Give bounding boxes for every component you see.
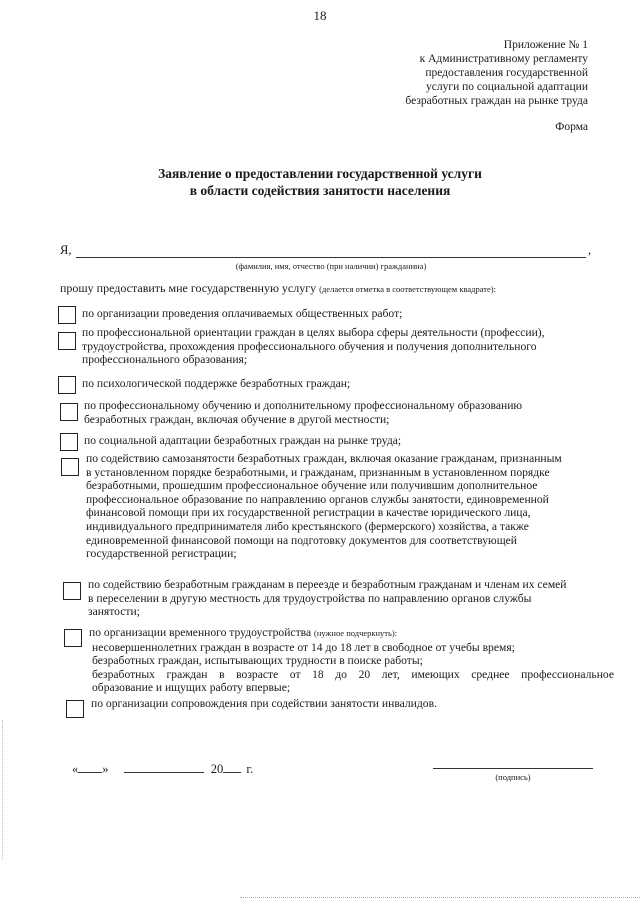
option-line: по профессиональному обучению и дополнительному профессиональному образованию xyxy=(84,399,523,412)
option-line: безработными, прошедшим профессиональное обучение или получившим дополнительное xyxy=(86,479,538,493)
checkbox-disabled-support[interactable] xyxy=(66,700,84,718)
option-temporary-employment xyxy=(89,626,614,695)
option-line: по социальной адаптации безработных граждан на рынке труда; xyxy=(84,434,402,447)
request-line xyxy=(60,281,496,296)
option-psychological-support xyxy=(82,377,612,391)
signature-field[interactable] xyxy=(433,768,593,769)
option-line: по организации проведения оплачиваемых общественных работ; xyxy=(82,307,403,320)
checkbox-professional-training[interactable] xyxy=(60,403,78,421)
option-line: индивидуального предпринимателя либо крестьянского (фермерского) хозяйства, а также xyxy=(86,519,529,533)
page-number: 18 xyxy=(313,8,327,23)
option-line: занятости; xyxy=(88,605,140,619)
option-line: трудоустройства, прохождения профессионального обучения и получения дополнительного xyxy=(82,339,537,353)
date-open-quote: « xyxy=(72,762,79,776)
scan-bottom-edge xyxy=(240,897,640,898)
request-text: прошу предоставить мне государственную услугу xyxy=(60,281,317,295)
applicant-name-field[interactable] xyxy=(76,257,586,258)
option-line: по психологической поддержке безработных граждан; xyxy=(82,377,351,390)
option-social-adaptation xyxy=(84,434,610,448)
sub-option-young-graduates[interactable]: безработных граждан в возрасте от 18 до 20 лет, имеющих среднее профессиональное xyxy=(92,667,614,681)
option-professional-training xyxy=(84,399,610,426)
option-line: по содействию самозанятости безработных граждан, включая оказание гражданам, признанным xyxy=(86,452,562,465)
checkbox-psychological-support[interactable] xyxy=(58,376,76,394)
applicant-name-hint: (фамилия, имя, отчество (при наличии) гражданина) xyxy=(235,261,427,271)
month-field[interactable] xyxy=(124,760,204,773)
date-row xyxy=(72,760,253,777)
option-line: финансовой помощи при их государственной регистрации в качестве юридического лица, xyxy=(86,506,531,520)
option-line: в установленном порядке безработными, и гражданам, признанным в установленном порядке xyxy=(86,465,550,479)
option-relocation xyxy=(88,578,611,619)
request-hint: (делается отметка в соответствующем квадрате): xyxy=(319,284,496,294)
option-line: по профессиональной ориентации граждан в целях выбора сферы деятельности (профессии), xyxy=(82,326,545,339)
checkbox-social-adaptation[interactable] xyxy=(60,433,78,451)
scan-edge xyxy=(2,720,4,860)
option-text: по организации временного трудоустройства xyxy=(89,626,312,639)
appendix-block xyxy=(328,38,588,108)
option-line: безработных граждан, включая обучение в другой местности; xyxy=(84,412,390,426)
applicant-comma: , xyxy=(588,243,592,257)
sub-option-minors[interactable]: несовершеннолетних граждан в возрасте от 14 до 18 лет в свободное от учебы время; xyxy=(92,640,515,654)
option-line: в переселении в другую местность для трудоустройства по направлению органов службы xyxy=(88,591,532,605)
checkbox-public-works[interactable] xyxy=(58,306,76,324)
option-disabled-support xyxy=(91,697,611,711)
option-line: единовременной финансовой помощи на подготовку документов для соответствующей xyxy=(86,533,517,547)
appendix-line: безработных граждан на рынке труда xyxy=(405,95,588,107)
option-career-guidance xyxy=(82,326,612,367)
year-suffix: г. xyxy=(246,762,254,776)
option-line xyxy=(89,626,614,641)
appendix-line: к Административному регламенту xyxy=(419,53,588,65)
signature-hint: (подпись) xyxy=(495,772,531,782)
appendix-line: услуги по социальной адаптации xyxy=(426,81,588,93)
checkbox-temporary-employment[interactable] xyxy=(64,629,82,647)
sub-option-young-graduates-cont: образование и ищущих работу впервые; xyxy=(92,681,291,695)
option-line: профессиональное образование по направлению органов службы занятости, единовременной xyxy=(86,492,549,506)
checkbox-relocation[interactable] xyxy=(63,582,81,600)
checkbox-career-guidance[interactable] xyxy=(58,332,76,350)
date-close-quote: » xyxy=(102,762,109,776)
option-hint: (нужное подчеркнуть): xyxy=(314,628,398,638)
title-line: Заявление о предоставлении государственной услуги xyxy=(158,166,482,181)
appendix-line: предоставления государственной xyxy=(425,67,588,79)
applicant-prefix: Я, xyxy=(60,243,72,257)
option-line: государственной регистрации; xyxy=(86,547,237,561)
day-field[interactable] xyxy=(78,760,102,773)
option-line: профессионального образования; xyxy=(82,353,248,367)
form-label: Форма xyxy=(555,121,588,133)
option-line: по содействию безработным гражданам в переезде и безработным гражданам и членам их семей xyxy=(88,578,567,591)
year-field[interactable] xyxy=(223,760,241,773)
title-line: в области содействия занятости населения xyxy=(189,183,451,198)
option-public-works xyxy=(82,307,612,321)
appendix-line: Приложение № 1 xyxy=(503,39,588,51)
sub-option-difficulties[interactable]: безработных граждан, испытывающих трудности в поиске работы; xyxy=(92,654,423,668)
option-self-employment xyxy=(86,452,611,561)
year-prefix: 20 xyxy=(210,762,224,776)
document-title xyxy=(0,165,640,199)
option-line: по организации сопровождения при содействии занятости инвалидов. xyxy=(91,697,437,710)
checkbox-self-employment[interactable] xyxy=(61,458,79,476)
temporary-employment-sublist xyxy=(89,641,614,695)
